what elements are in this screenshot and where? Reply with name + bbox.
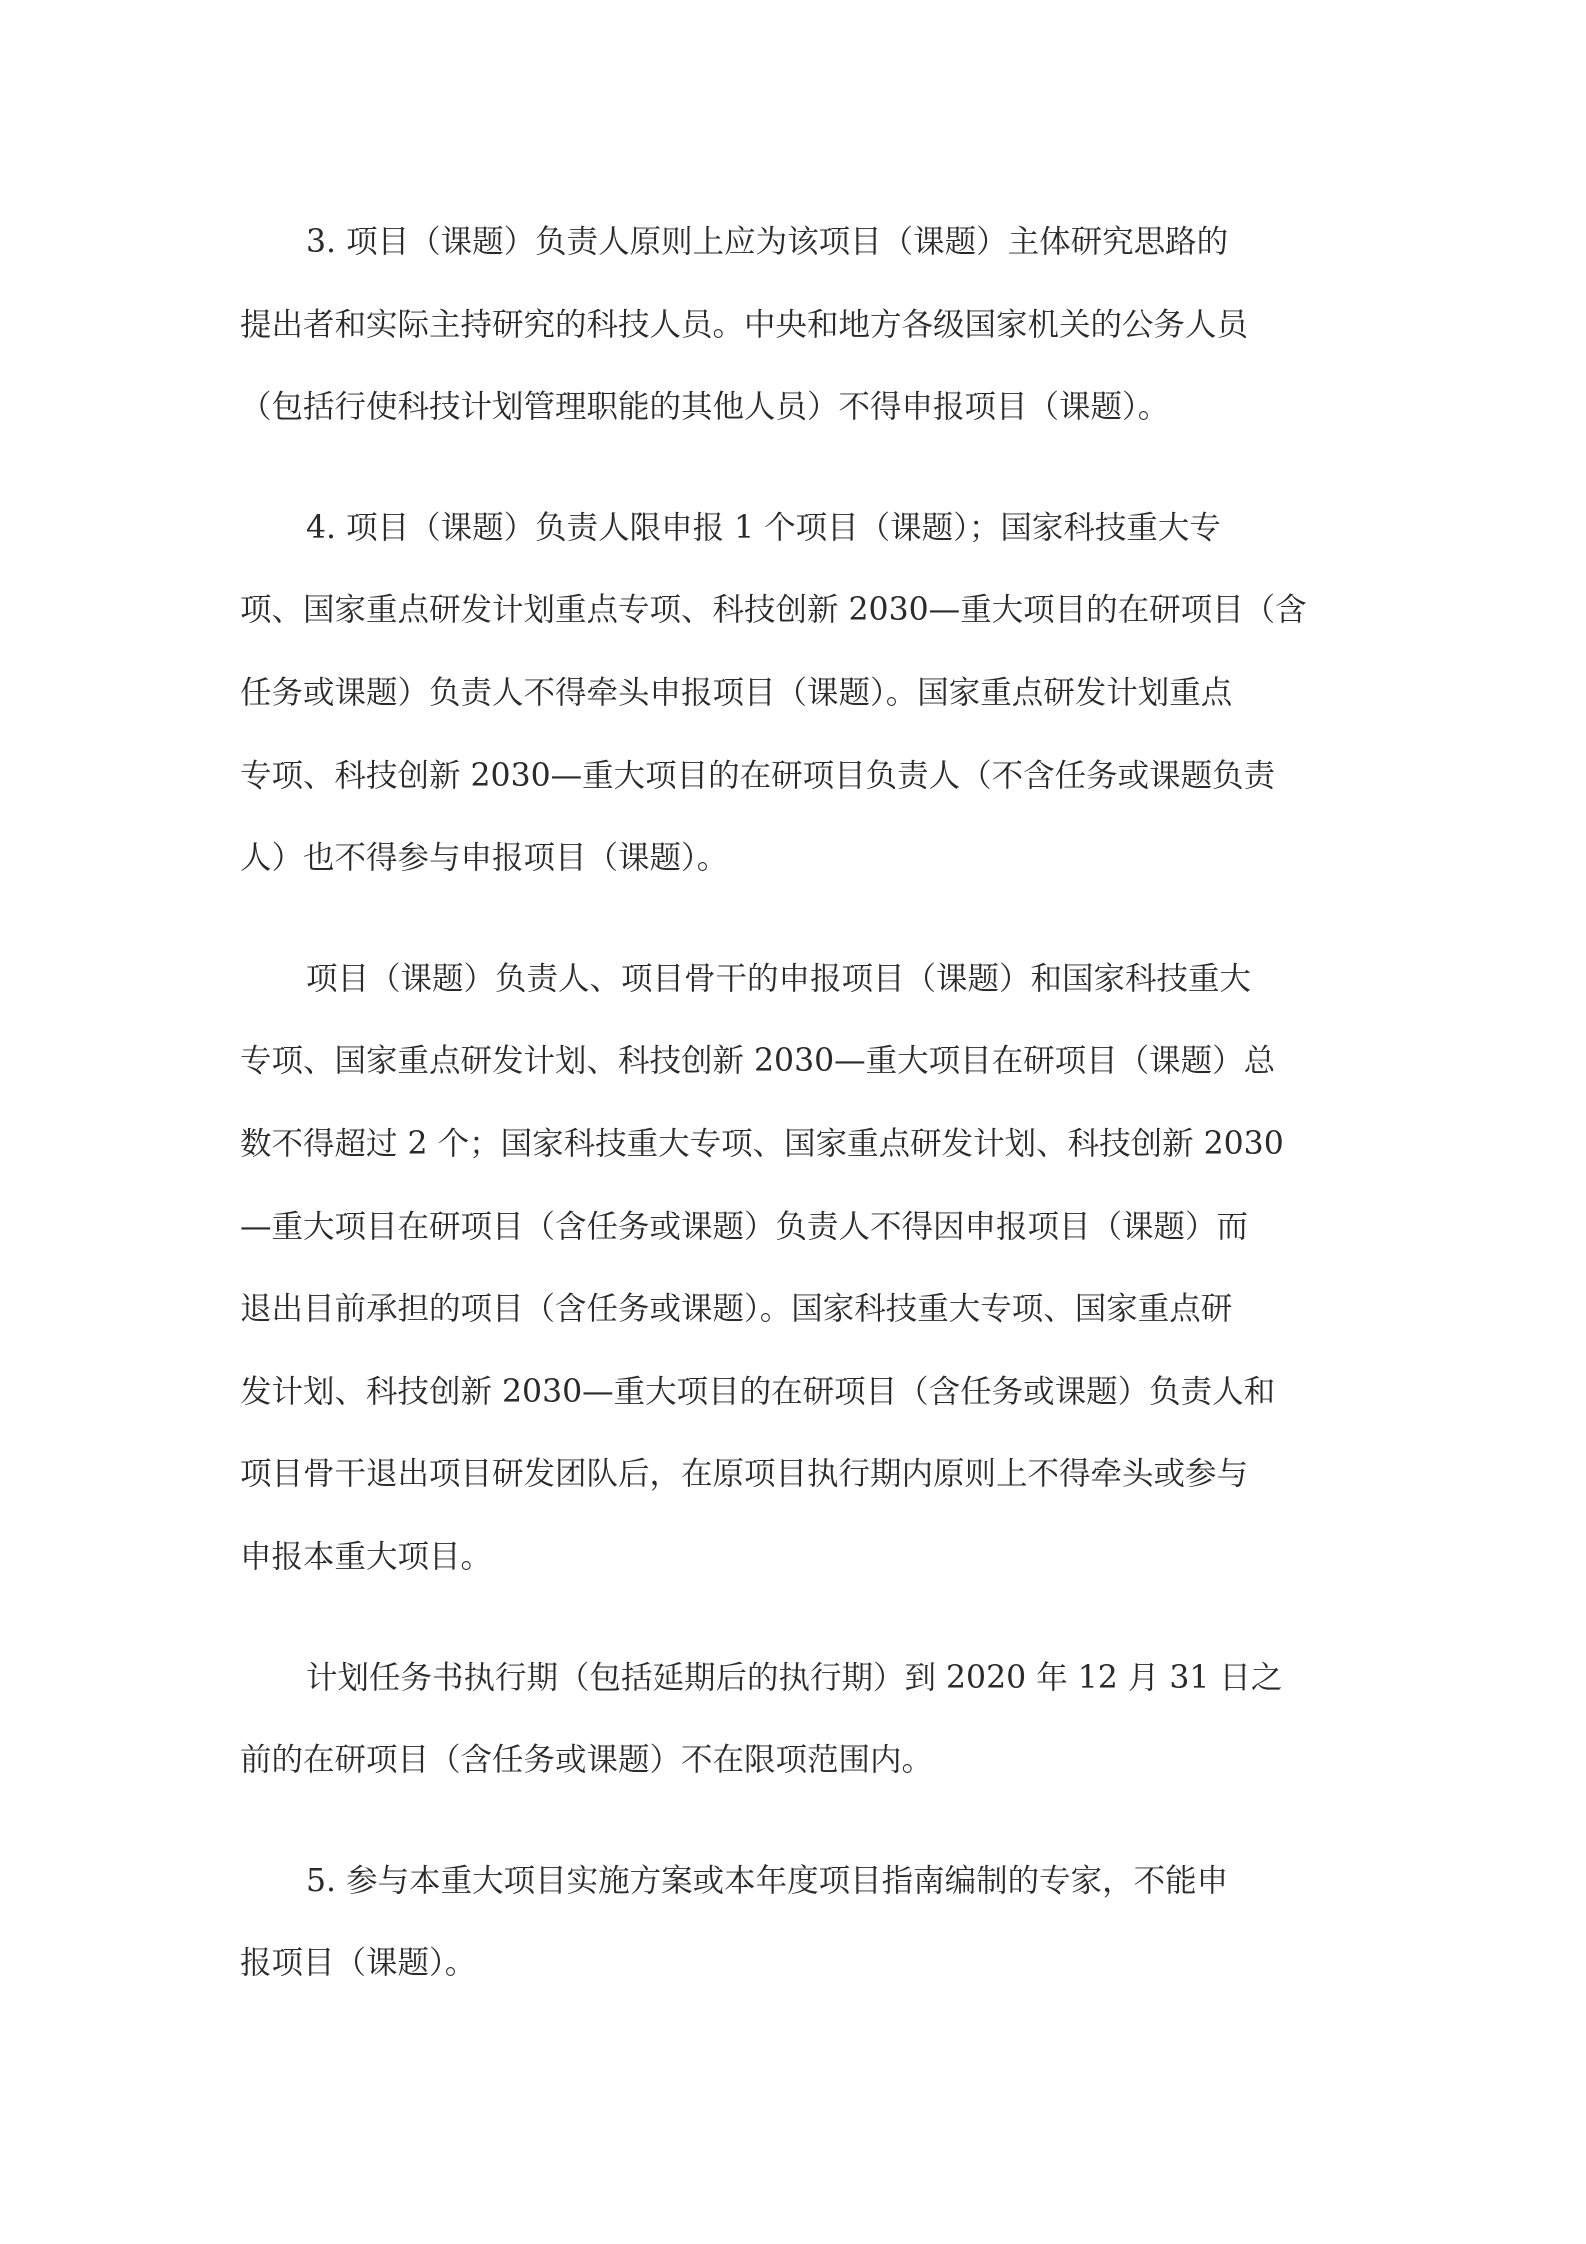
text-line: 前的在研项目（含任务或课题）不在限项范围内。: [240, 1742, 934, 1779]
paragraph-item-3: [240, 201, 1346, 449]
paragraph-project-limit: [240, 938, 1346, 1599]
text-line: 项目骨干退出项目研发团队后，在原项目执行期内原则上不得牵头或参与: [240, 1456, 1249, 1493]
text-line: （包括行使科技计划管理职能的其他人员）不得申报项目（课题）。: [240, 389, 1170, 426]
text-line: 发计划、科技创新 2030—重大项目的在研项目（含任务或课题）负责人和: [240, 1373, 1276, 1410]
text-line: 专项、国家重点研发计划、科技创新 2030—重大项目在研项目（课题）总: [240, 1043, 1276, 1080]
text-line: 4. 项目（课题）负责人限申报 1 个项目（课题）；国家科技重大专: [306, 509, 1221, 546]
text-line: 项、国家重点研发计划重点专项、科技创新 2030—重大项目的在研项目（含: [240, 592, 1307, 629]
text-line: 5. 参与本重大项目实施方案或本年度项目指南编制的专家，不能申: [306, 1862, 1229, 1899]
text-line: 项目（课题）负责人、项目骨干的申报项目（课题）和国家科技重大: [306, 960, 1252, 997]
text-line: 任务或课题）负责人不得牵头申报项目（课题）。国家重点研发计划重点: [240, 674, 1233, 711]
text-line: 报项目（课题）。: [240, 1945, 477, 1982]
text-line: 数不得超过 2 个；国家科技重大专项、国家重点研发计划、科技创新 2030: [240, 1125, 1284, 1162]
text-line: 3. 项目（课题）负责人原则上应为该项目（课题）主体研究思路的: [306, 224, 1229, 260]
paragraph-exemption: [240, 1637, 1346, 1802]
document-body: [240, 201, 1346, 2005]
text-line: 申报本重大项目。: [240, 1538, 493, 1575]
text-line: 提出者和实际主持研究的科技人员。中央和地方各级国家机关的公务人员: [240, 306, 1249, 343]
paragraph-item-4: [240, 487, 1346, 900]
text-line: 专项、科技创新 2030—重大项目的在研项目负责人（不含任务或课题负责: [240, 757, 1276, 794]
text-line: 人）也不得参与申报项目（课题）。: [240, 840, 729, 877]
paragraph-item-5: [240, 1840, 1346, 2005]
text-line: 计划任务书执行期（包括延期后的执行期）到 2020 年 12 月 31 日之: [306, 1659, 1283, 1696]
text-line: —重大项目在研项目（含任务或课题）负责人不得因申报项目（课题）而: [240, 1208, 1249, 1245]
text-line: 退出目前承担的项目（含任务或课题）。国家科技重大专项、国家重点研: [240, 1291, 1233, 1328]
